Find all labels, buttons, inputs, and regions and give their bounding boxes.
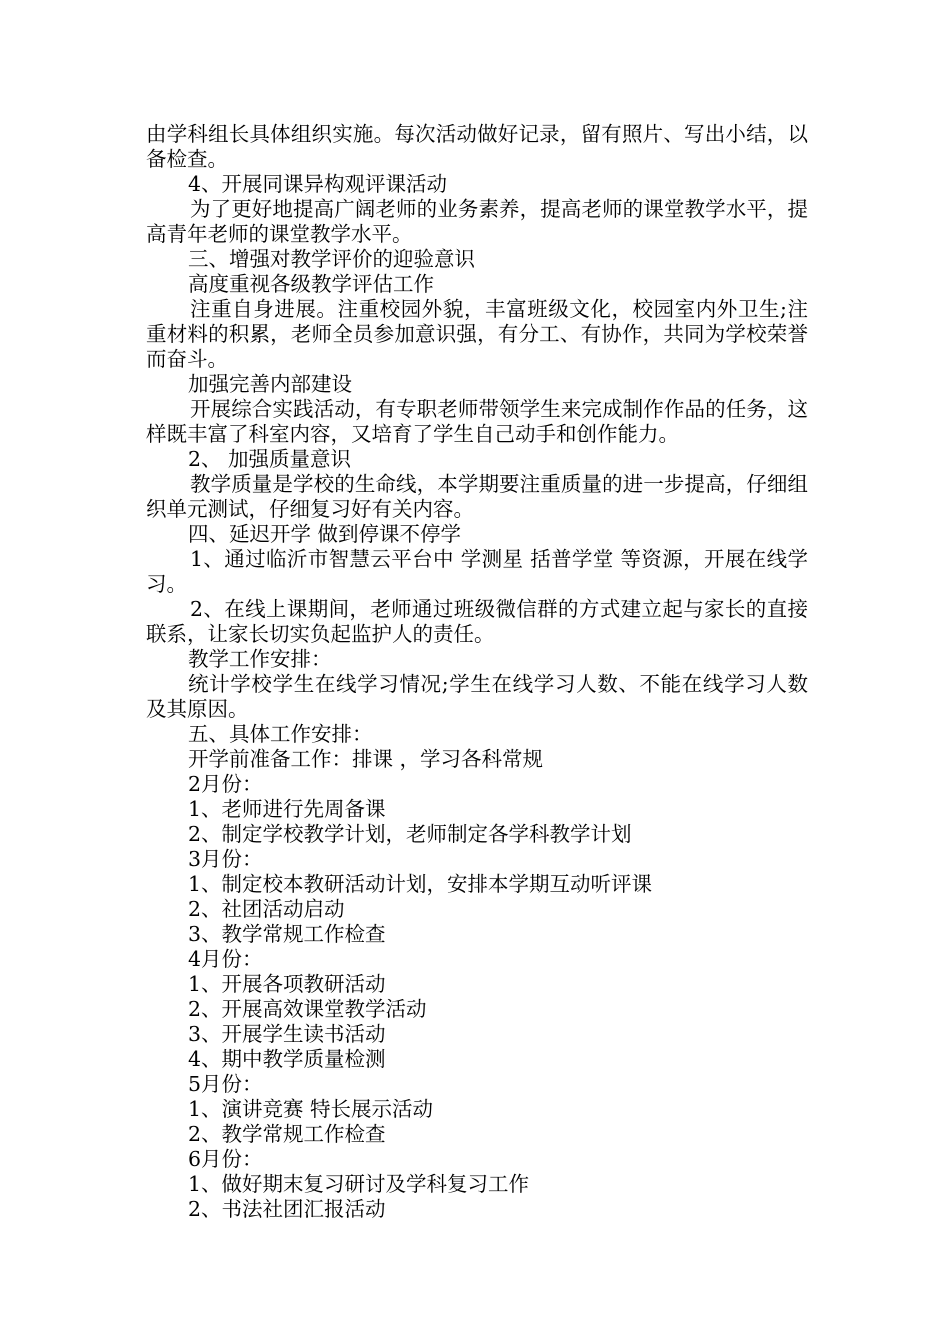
subheading: 2、 加强质量意识 [188, 447, 352, 471]
list-item: 1、做好期末复习研讨及学科复习工作 [188, 1172, 530, 1196]
month-heading: 6月份： [188, 1147, 263, 1171]
paragraph: 2、在线上课期间，老师通过班级微信群的方式建立起与家长的直接联系，让家长切实负起监护人的责任。 [146, 597, 808, 646]
list-item: 2、制定学校教学计划，老师制定各学科教学计划 [188, 822, 632, 846]
list-item: 开学前准备工作：排课 ，学习各科常规 [188, 747, 544, 771]
list-item: 2、社团活动启动 [188, 897, 345, 921]
list-item: 1、演讲竞赛 特长展示活动 [188, 1097, 434, 1121]
list-item: 2、书法社团汇报活动 [188, 1197, 386, 1221]
month-heading: 3月份： [188, 847, 263, 871]
section-heading: 五、具体工作安排： [188, 722, 373, 746]
subheading: 教学工作安排： [188, 647, 332, 671]
paragraph: 1、通过临沂市智慧云平台中 学测星 括普学堂 等资源，开展在线学习。 [146, 547, 808, 596]
subheading: 加强完善内部建设 [188, 372, 352, 396]
list-item: 4、期中教学质量检测 [188, 1047, 386, 1071]
month-heading: 4月份： [188, 947, 263, 971]
list-item: 3、教学常规工作检查 [188, 922, 386, 946]
section-heading: 四、延迟开学 做到停课不停学 [188, 522, 462, 546]
paragraph: 注重自身进展。注重校园外貌，丰富班级文化，校园室内外卫生;注重材料的积累，老师全员参加意识强，有分工、有协作，共同为学校荣誉而奋斗。 [146, 297, 808, 371]
list-item: 3、开展学生读书活动 [188, 1022, 386, 1046]
section-heading: 三、增强对教学评价的迎验意识 [188, 247, 475, 271]
list-item: 1、开展各项教研活动 [188, 972, 386, 996]
list-item: 2、教学常规工作检查 [188, 1122, 386, 1146]
month-heading: 2月份： [188, 772, 263, 796]
paragraph: 统计学校学生在线学习情况;学生在线学习人数、不能在线学习人数及其原因。 [146, 672, 808, 721]
paragraph: 教学质量是学校的生命线，本学期要注重质量的进一步提高，仔细组织单元测试，仔细复习好有关内容。 [146, 472, 808, 521]
paragraph: 由学科组长具体组织实施。每次活动做好记录，留有照片、写出小结，以备检查。 [146, 122, 808, 171]
list-item: 4、开展同课异构观评课活动 [188, 172, 448, 196]
paragraph: 为了更好地提高广阔老师的业务素养，提高老师的课堂教学水平，提高青年老师的课堂教学水平。 [146, 197, 808, 246]
paragraph: 开展综合实践活动，有专职老师带领学生来完成制作作品的任务，这样既丰富了科室内容，又培育了学生自己动手和创作能力。 [146, 397, 808, 446]
list-item: 1、制定校本教研活动计划，安排本学期互动听评课 [188, 872, 653, 896]
month-heading: 5月份： [188, 1072, 263, 1096]
list-item: 2、开展高效课堂教学活动 [188, 997, 427, 1021]
list-item: 1、老师进行先周备课 [188, 797, 386, 821]
document-body [146, 122, 808, 1222]
subheading: 高度重视各级教学评估工作 [188, 272, 434, 296]
